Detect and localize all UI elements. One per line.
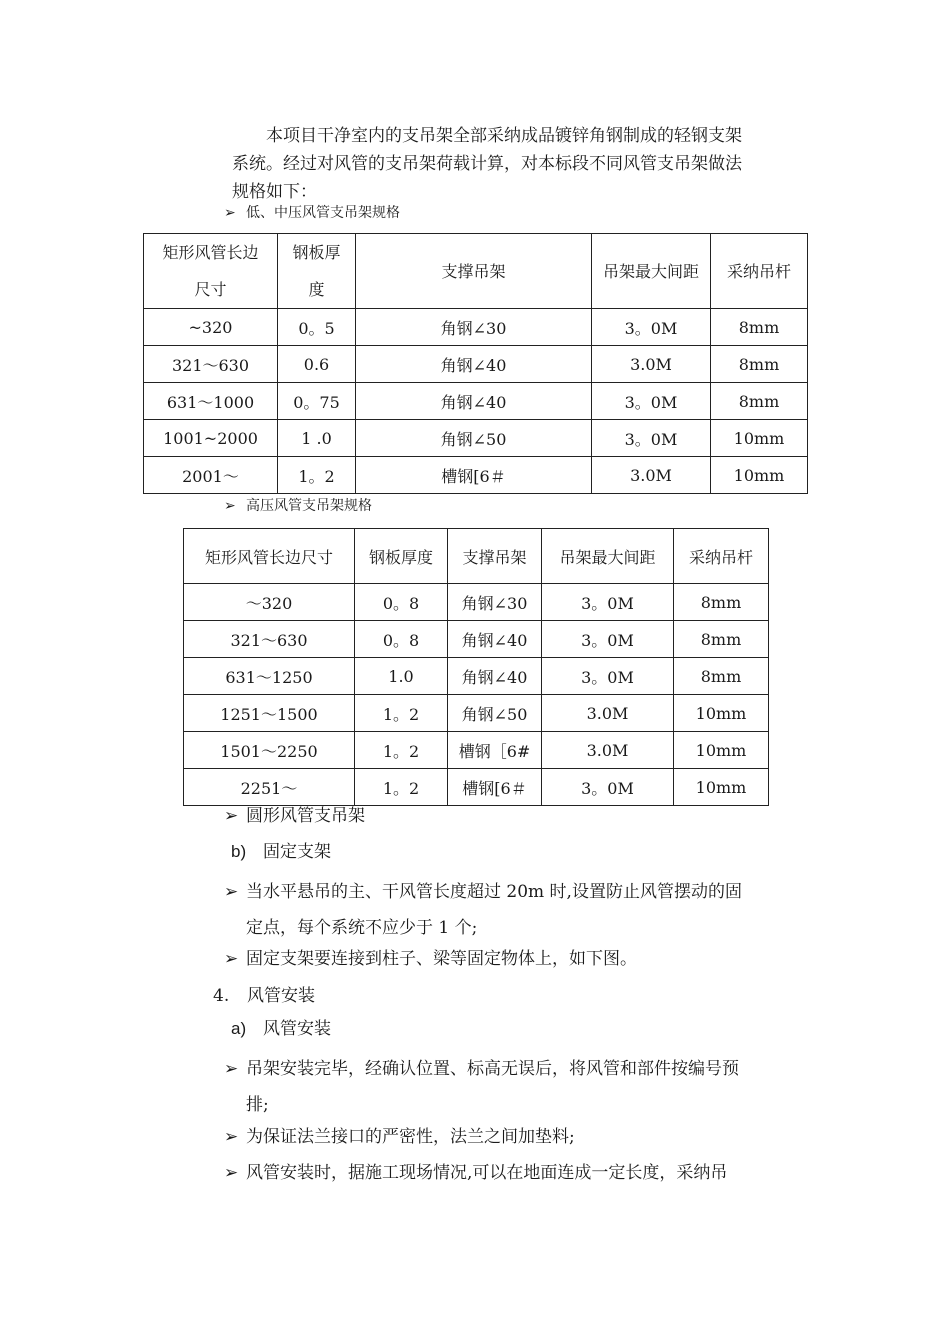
section-number: 4. — [213, 986, 230, 1006]
table-cell: 3。0M — [592, 420, 711, 457]
table-cell: 321～630 — [184, 621, 355, 658]
table-cell: 角钢∠50 — [448, 695, 542, 732]
table-cell: 10mm — [674, 695, 769, 732]
table-cell: 10mm — [674, 769, 769, 806]
table-cell: 631～1000 — [144, 383, 278, 420]
table-cell: 1。2 — [278, 457, 356, 494]
round-duct-text: 圆形风管支吊架 — [246, 806, 365, 826]
header-cell: 钢板厚度 — [355, 529, 448, 584]
item-line: 风管安装时，据施工现场情况,可以在地面连成一定长度，采纳吊 — [246, 1163, 728, 1183]
high-pressure-table — [183, 528, 769, 806]
duct-install-heading — [231, 1016, 331, 1042]
arrow-bullet-icon: ➢ — [224, 1163, 239, 1183]
table-cell: 槽钢［6# — [448, 732, 542, 769]
table-cell: 631～1250 — [184, 658, 355, 695]
table-cell: 321～630 — [144, 346, 278, 383]
table-header-row — [184, 529, 769, 584]
arrow-bullet-icon: ➢ — [224, 1127, 239, 1147]
table-cell: 3。0M — [592, 309, 711, 346]
table-cell: 3。0M — [542, 621, 674, 658]
table-cell: 角钢∠50 — [356, 420, 592, 457]
header-cell: 采纳吊杆 — [711, 234, 808, 309]
intro-line-1: 本项目干净室内的支吊架全部采纳成品镀锌角钢制成的轻钢支架 — [266, 126, 742, 146]
table-cell: 3。0M — [592, 383, 711, 420]
table-row — [184, 769, 769, 806]
header-cell: 矩形风管长边尺寸 — [184, 529, 355, 584]
table-cell: 8mm — [711, 383, 808, 420]
arrow-bullet-icon: ➢ — [224, 806, 239, 826]
table-row — [144, 346, 808, 383]
intro-line-3: 规格如下： — [232, 182, 317, 202]
table-cell: 0.6 — [278, 346, 356, 383]
intro-line-2: 系统。经过对风管的支吊架荷载计算，对本标段不同风管支吊架做法 — [232, 154, 742, 174]
table-row — [184, 695, 769, 732]
item-line: 排; — [246, 1095, 269, 1115]
section-title: 风管安装 — [247, 986, 315, 1006]
header-cell: 钢板厚度 — [278, 234, 356, 309]
table-cell: 3。0M — [542, 584, 674, 621]
item-line: 固定支架要连接到柱子、梁等固定物体上，如下图。 — [246, 949, 637, 969]
table-cell: 1001~2000 — [144, 420, 278, 457]
low-pressure-table — [143, 233, 808, 494]
table-cell: 2251～ — [184, 769, 355, 806]
low-pressure-title: 低、中压风管支吊架规格 — [246, 205, 400, 221]
arrow-bullet-icon: ➢ — [224, 205, 236, 221]
high-pressure-heading — [224, 496, 372, 516]
table-row — [144, 457, 808, 494]
table-row — [144, 309, 808, 346]
install-item-1 — [224, 1051, 814, 1123]
table-cell: 10mm — [711, 457, 808, 494]
table-cell: 1251～1500 — [184, 695, 355, 732]
table-cell: 角钢∠40 — [448, 658, 542, 695]
table-cell: ～320 — [184, 584, 355, 621]
table-cell: 角钢∠40 — [356, 383, 592, 420]
table-cell: 角钢∠30 — [448, 584, 542, 621]
arrow-bullet-icon: ➢ — [224, 498, 236, 514]
table-cell: 8mm — [674, 621, 769, 658]
arrow-bullet-icon: ➢ — [224, 882, 239, 902]
item-line: 定点，每个系统不应少于 1 个; — [246, 918, 478, 938]
table-cell: 1。2 — [355, 769, 448, 806]
section-4-heading — [213, 983, 315, 1009]
arrow-bullet-icon: ➢ — [224, 949, 239, 969]
fixed-support-title: 固定支架 — [263, 842, 331, 862]
table-cell: 1。2 — [355, 732, 448, 769]
table-cell: 0。8 — [355, 621, 448, 658]
table-cell: 0。5 — [278, 309, 356, 346]
header-cell: 支撑吊架 — [448, 529, 542, 584]
letter-b: b) — [231, 842, 247, 861]
item-line: 吊架安装完毕，经确认位置、标高无误后，将风管和部件按编号预 — [246, 1059, 739, 1079]
table-row — [184, 732, 769, 769]
duct-install-title: 风管安装 — [263, 1019, 331, 1039]
table-row — [184, 584, 769, 621]
header-cell: 支撑吊架 — [356, 234, 592, 309]
table-cell: 0。8 — [355, 584, 448, 621]
table-row — [184, 658, 769, 695]
table-cell: 角钢∠40 — [356, 346, 592, 383]
table-cell: 3.0M — [592, 457, 711, 494]
table-cell: 3。0M — [542, 658, 674, 695]
table-cell: 角钢∠40 — [448, 621, 542, 658]
table-cell: 8mm — [674, 584, 769, 621]
table-cell: ~320 — [144, 309, 278, 346]
header-cell: 吊架最大间距 — [592, 234, 711, 309]
header-cell: 吊架最大间距 — [542, 529, 674, 584]
fixed-support-heading — [231, 839, 331, 865]
low-pressure-heading — [224, 203, 400, 223]
table-cell: 1501～2250 — [184, 732, 355, 769]
header-cell: 矩形风管长边尺寸 — [144, 234, 278, 309]
table-cell: 槽钢[6＃ — [356, 457, 592, 494]
item-line: 当水平悬吊的主、干风管长度超过 20m 时,设置防止风管摆动的固 — [246, 882, 742, 902]
fixed-support-item-1 — [224, 874, 814, 946]
table-cell: 3.0M — [542, 732, 674, 769]
item-line: 为保证法兰接口的严密性，法兰之间加垫料; — [246, 1127, 575, 1147]
intro-paragraph — [232, 122, 812, 206]
arrow-bullet-icon: ➢ — [224, 1059, 239, 1079]
fixed-support-item-2 — [224, 946, 637, 972]
table-cell: 1。2 — [355, 695, 448, 732]
high-pressure-title: 高压风管支吊架规格 — [246, 498, 372, 514]
table-row — [184, 621, 769, 658]
table-cell: 角钢∠30 — [356, 309, 592, 346]
table-cell: 8mm — [711, 309, 808, 346]
letter-a: a) — [231, 1019, 247, 1038]
table-cell: 槽钢[6＃ — [448, 769, 542, 806]
table-cell: 2001～ — [144, 457, 278, 494]
table-cell: 0。75 — [278, 383, 356, 420]
table-cell: 1 .0 — [278, 420, 356, 457]
table-cell: 3.0M — [592, 346, 711, 383]
table-cell: 8mm — [674, 658, 769, 695]
table-cell: 8mm — [711, 346, 808, 383]
round-duct-item — [224, 803, 365, 829]
table-cell: 3。0M — [542, 769, 674, 806]
install-item-2 — [224, 1124, 575, 1150]
table-row — [144, 383, 808, 420]
table-cell: 3.0M — [542, 695, 674, 732]
table-cell: 1.0 — [355, 658, 448, 695]
install-item-3 — [224, 1160, 727, 1186]
table-cell: 10mm — [711, 420, 808, 457]
header-cell: 采纳吊杆 — [674, 529, 769, 584]
table-cell: 10mm — [674, 732, 769, 769]
table-row — [144, 420, 808, 457]
table-header-row — [144, 234, 808, 309]
